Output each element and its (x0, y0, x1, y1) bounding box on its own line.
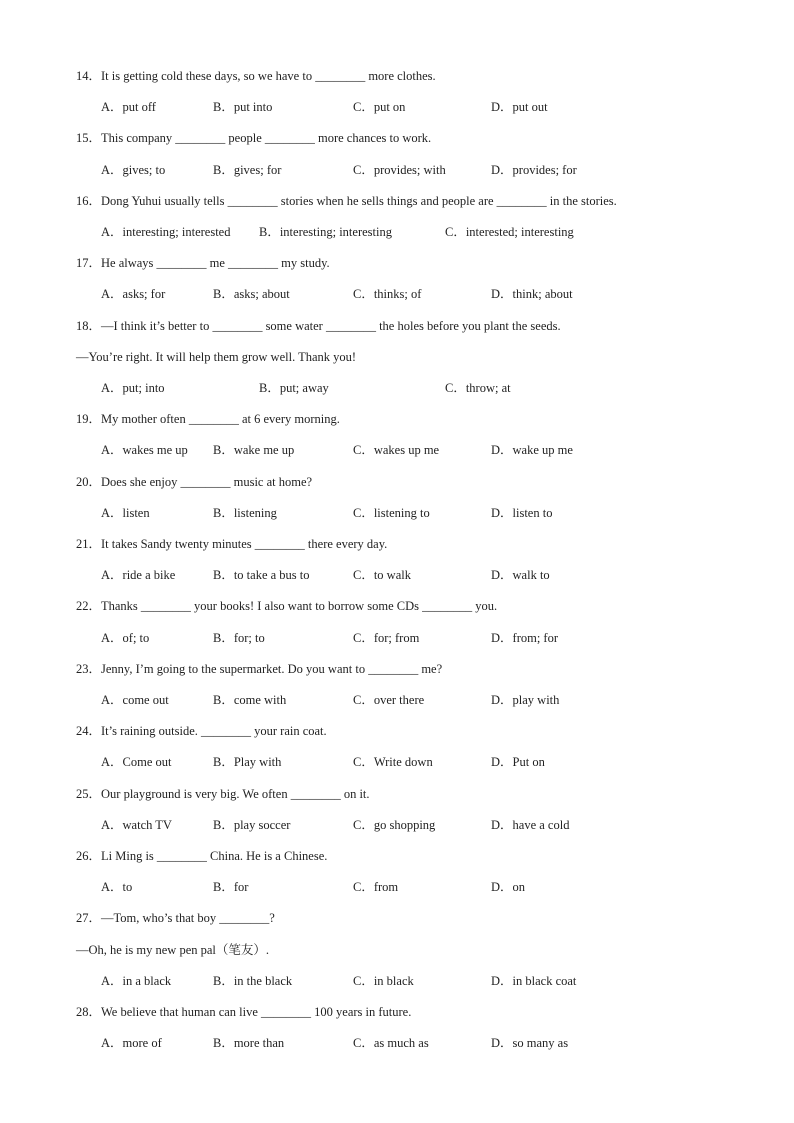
answer-options (101, 286, 781, 302)
answer-option[interactable]: C．thinks; of (353, 287, 422, 302)
answer-option[interactable]: B．for (213, 880, 249, 895)
question-stem: 19．My mother often ________ at 6 every morning. (76, 412, 340, 427)
question-stem: 27．—Tom, who’s that boy ________? (76, 911, 275, 926)
answer-option[interactable]: B．in the black (213, 973, 293, 988)
answer-options (101, 567, 781, 583)
answer-option[interactable]: C．over there (353, 693, 425, 707)
answer-option[interactable]: D．play with (491, 693, 560, 707)
answer-option[interactable]: A．listen (101, 505, 150, 520)
answer-option[interactable]: A．wakes me up (101, 443, 188, 458)
answer-options (101, 692, 781, 708)
answer-option[interactable]: D．so many as (491, 1036, 569, 1051)
answer-options (101, 817, 781, 833)
answer-options (101, 973, 781, 989)
answer-options (101, 162, 781, 178)
answer-option[interactable]: A．of; to (101, 630, 150, 645)
question-stem: 23．Jenny, I’m going to the supermarket. Do you want to ________ me? (76, 661, 443, 676)
answer-option[interactable]: C．as much as (353, 1036, 429, 1051)
question-stem: 16．Dong Yuhui usually tells ________ stories when he sells things and people are ________ in the stories. (76, 193, 617, 208)
answer-option[interactable]: B．Play with (213, 755, 282, 770)
answer-option[interactable]: B．to take a bus to (213, 568, 310, 583)
answer-option[interactable]: D．in black coat (491, 973, 577, 988)
answer-option[interactable]: A．ride a bike (101, 568, 176, 583)
answer-option[interactable]: D．on (491, 880, 526, 895)
answer-option[interactable]: B．more than (213, 1036, 285, 1051)
answer-options (101, 505, 781, 521)
answer-option[interactable]: C．put on (353, 100, 406, 115)
answer-options (101, 1035, 781, 1051)
answer-option[interactable]: B．put into (213, 100, 273, 115)
answer-option[interactable]: C．listening to (353, 505, 430, 520)
answer-options (101, 442, 781, 458)
answer-option[interactable]: C．provides; with (353, 162, 446, 177)
answer-option[interactable]: C．from (353, 880, 399, 895)
question-stem: 14．It is getting cold these days, so we have to ________ more clothes. (76, 69, 436, 83)
answer-option[interactable]: A．in a black (101, 973, 172, 988)
answer-option[interactable]: C．interested; interesting (445, 225, 574, 239)
question-dialogue-line: —Oh, he is my new pen pal（笔友）. (76, 942, 270, 957)
answer-option[interactable]: A．to (101, 880, 133, 895)
answer-option[interactable]: A．interesting; interested (101, 225, 231, 239)
answer-options (101, 754, 781, 770)
answer-option[interactable]: C．go shopping (353, 817, 436, 832)
answer-option[interactable]: D．think; about (491, 287, 573, 302)
answer-option[interactable]: C．in black (353, 973, 414, 988)
answer-options (101, 879, 781, 895)
answer-options (101, 224, 781, 240)
answer-option[interactable]: C．throw; at (445, 381, 511, 395)
answer-option[interactable]: D．walk to (491, 568, 550, 583)
answer-options (101, 380, 781, 396)
answer-option[interactable]: A．more of (101, 1036, 162, 1051)
question-stem: 18．—I think it’s better to ________ some water ________ the holes before you plant the seeds. (76, 318, 561, 333)
answer-option[interactable]: B．gives; for (213, 162, 282, 177)
answer-options (101, 630, 781, 646)
question-stem: 26．Li Ming is ________ China. He is a Chinese. (76, 849, 328, 863)
answer-option[interactable]: B．play soccer (213, 817, 291, 832)
answer-option[interactable]: B．wake me up (213, 443, 295, 458)
question-stem: 25．Our playground is very big. We often ________ on it. (76, 786, 370, 801)
answer-option[interactable]: B．come with (213, 693, 287, 707)
answer-option[interactable]: D．put out (491, 100, 548, 115)
answer-option[interactable]: D．provides; for (491, 162, 577, 177)
answer-option[interactable]: B．asks; about (213, 287, 290, 302)
question-stem: 24．It’s raining outside. ________ your rain coat. (76, 724, 327, 739)
answer-option[interactable]: A．put; into (101, 381, 165, 395)
answer-option[interactable]: C．Write down (353, 755, 433, 770)
answer-option[interactable]: A．asks; for (101, 287, 166, 302)
question-stem: 22．Thanks ________ your books! I also want to borrow some CDs ________ you. (76, 599, 498, 614)
answer-option[interactable]: B．interesting; interesting (259, 225, 392, 239)
answer-option[interactable]: D．wake up me (491, 443, 573, 458)
question-stem: 17．He always ________ me ________ my study. (76, 256, 330, 271)
answer-option[interactable]: D．listen to (491, 505, 553, 520)
answer-option[interactable]: A．come out (101, 693, 169, 707)
answer-option[interactable]: B．put; away (259, 381, 329, 395)
answer-option[interactable]: C．wakes up me (353, 443, 440, 458)
answer-option[interactable]: A．gives; to (101, 162, 166, 177)
question-stem: 28．We believe that human can live ________ 100 years in future. (76, 1005, 412, 1019)
answer-option[interactable]: C．to walk (353, 568, 411, 583)
answer-options (101, 99, 781, 115)
answer-option[interactable]: B．listening (213, 505, 277, 520)
question-dialogue-line: —You’re right. It will help them grow well. Thank you! (76, 349, 357, 364)
answer-option[interactable]: C．for; from (353, 630, 420, 645)
answer-option[interactable]: A．Come out (101, 755, 172, 770)
question-stem: 15．This company ________ people ________ more chances to work. (76, 131, 432, 146)
question-stem: 20．Does she enjoy ________ music at home? (76, 474, 313, 489)
answer-option[interactable]: B．for; to (213, 630, 265, 645)
answer-option[interactable]: D．have a cold (491, 817, 570, 832)
answer-option[interactable]: A．put off (101, 100, 156, 115)
answer-option[interactable]: A．watch TV (101, 817, 172, 832)
answer-option[interactable]: D．from; for (491, 630, 558, 645)
answer-option[interactable]: D．Put on (491, 755, 545, 770)
question-stem: 21．It takes Sandy twenty minutes ________ there every day. (76, 537, 388, 551)
